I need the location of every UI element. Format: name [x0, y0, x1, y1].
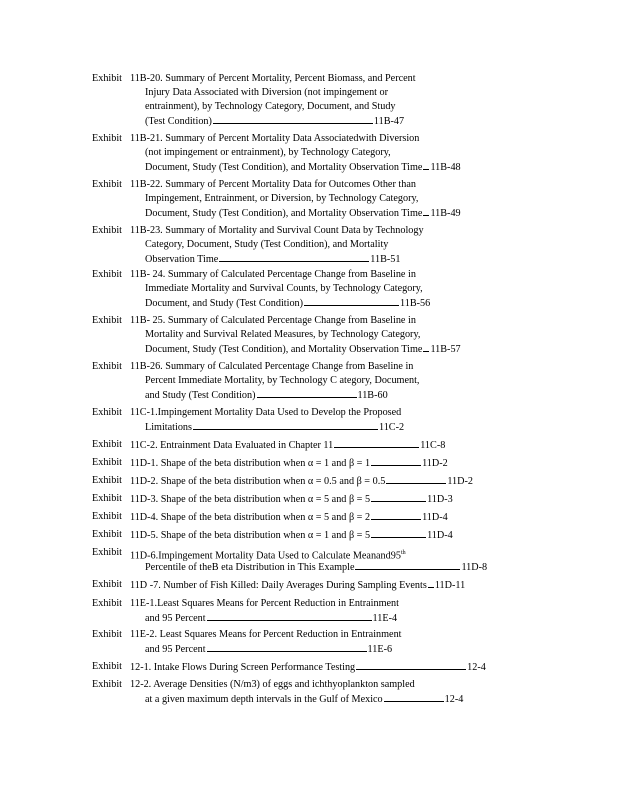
- toc-entry: [92, 132, 522, 174]
- entry-title-line: Percentile of theB eta Distribution in This Example 11D-8: [145, 562, 488, 573]
- page-number: 11C-2: [378, 422, 405, 433]
- toc-entry: [92, 678, 522, 706]
- page-number: 11B-57: [430, 344, 461, 355]
- exhibit-label: Exhibit: [92, 529, 122, 540]
- dot-leader: [371, 510, 421, 520]
- toc-entry: [92, 268, 522, 310]
- toc-entry: [92, 597, 522, 625]
- page-number: 11B-48: [430, 162, 461, 173]
- dot-leader: [371, 528, 426, 538]
- exhibit-label: Exhibit: [92, 225, 122, 236]
- toc-entry: [92, 406, 522, 434]
- toc-entry: [92, 528, 522, 542]
- entry-title-line: Document, Study (Test Condition), and Mortality Observation Time 11B-48: [145, 162, 461, 173]
- exhibit-label: Exhibit: [92, 133, 122, 144]
- exhibit-label: Exhibit: [92, 361, 122, 372]
- superscript: th: [400, 550, 406, 556]
- entry-title-line: entrainment), by Technology Category, Document, and Study: [145, 101, 396, 112]
- entry-title-line: and Study (Test Condition) 11B-60: [145, 390, 388, 401]
- dot-leader: [423, 342, 429, 352]
- entry-title-line: 11E-2. Least Squares Means for Percent Reduction in Entrainment: [130, 629, 402, 640]
- toc-entry: [92, 474, 522, 488]
- entry-title-line: 11E-1.Least Squares Means for Percent Reduction in Entrainment: [130, 598, 399, 609]
- page-number: 11B-47: [373, 116, 405, 127]
- exhibit-label: Exhibit: [92, 269, 122, 280]
- entry-title-line: Impingement, Entrainment, or Diversion, by Technology Category,: [145, 193, 419, 204]
- entry-title-line: 12-2. Average Densities (N/m3) of eggs and ichthyoplankton sampled: [130, 679, 415, 690]
- dot-leader: [207, 642, 367, 652]
- entry-title-line: and 95 Percent 11E-4: [145, 613, 398, 624]
- page-number: 11D-2: [447, 476, 473, 487]
- dot-leader: [355, 560, 460, 570]
- toc-entry: [92, 178, 522, 220]
- entry-title-line: 11B-22. Summary of Percent Mortality Data for Outcomes Other than: [130, 179, 416, 190]
- dot-leader: [219, 252, 369, 262]
- page-number: 11D-4: [427, 530, 453, 541]
- page-number: 11D-3: [427, 494, 453, 505]
- entry-title-line: 11B-23. Summary of Mortality and Survival Count Data by Technology: [130, 225, 424, 236]
- page-number: 11E-4: [372, 613, 398, 624]
- entry-title-line: 11B-20. Summary of Percent Mortality, Percent Biomass, and Percent: [130, 73, 416, 84]
- dot-leader: [371, 492, 426, 502]
- exhibit-label: Exhibit: [92, 179, 122, 190]
- dot-leader: [371, 456, 421, 466]
- page-number: 11B-60: [357, 390, 388, 401]
- entry-title-line: Mortality and Survival Related Measures, by Technology Category,: [145, 329, 421, 340]
- entry-title-line: Document, Study (Test Condition), and Mortality Observation Time 11B-49: [145, 208, 461, 219]
- dot-leader: [384, 692, 444, 702]
- exhibit-label: Exhibit: [92, 439, 122, 450]
- toc-entry: [92, 578, 522, 592]
- entry-title-line: Immediate Mortality and Survival Counts, by Technology Category,: [145, 283, 423, 294]
- page-number: 11D-2: [422, 458, 448, 469]
- page-number: 12-4: [467, 662, 486, 673]
- entry-title-line: 12-1. Intake Flows During Screen Performance Testing 12-4: [130, 662, 486, 673]
- page-number: 11D-8: [461, 562, 488, 573]
- entry-title-line: 11B-21. Summary of Percent Mortality Data Associatedwith Diversion: [130, 133, 420, 144]
- toc-entry: [92, 628, 522, 656]
- exhibit-label: Exhibit: [92, 511, 122, 522]
- dot-leader: [423, 160, 429, 170]
- entry-title-line: 11D-4. Shape of the beta distribution when α = 5 and β = 2 11D-4: [130, 512, 448, 523]
- page-number: 11B-49: [430, 208, 461, 219]
- toc-entry: [92, 546, 522, 574]
- toc-entry: [92, 438, 522, 452]
- toc-entry: [92, 224, 522, 266]
- entry-title-line: Category, Document, Study (Test Condition), and Mortality: [145, 239, 389, 250]
- exhibit-label: Exhibit: [92, 315, 122, 326]
- entry-title-line: 11D-3. Shape of the beta distribution when α = 5 and β = 5 11D-3: [130, 494, 453, 505]
- toc-entry: [92, 660, 522, 674]
- toc-entry: [92, 510, 522, 524]
- entry-title-line: 11B-26. Summary of Calculated Percentage Change from Baseline in: [130, 361, 414, 372]
- exhibit-label: Exhibit: [92, 547, 122, 558]
- toc-entry: [92, 456, 522, 470]
- entry-title-line: at a given maximum depth intervals in the Gulf of Mexico 12-4: [145, 694, 464, 705]
- page-number: 11C-8: [420, 440, 446, 451]
- dot-leader: [386, 474, 446, 484]
- entry-title-line: and 95 Percent 11E-6: [145, 644, 393, 655]
- entry-title-line: 11D-2. Shape of the beta distribution when α = 0.5 and β = 0.5 11D-2: [130, 476, 473, 487]
- dot-leader: [428, 578, 434, 588]
- dot-leader: [304, 296, 399, 306]
- exhibit-label: Exhibit: [92, 457, 122, 468]
- exhibit-label: Exhibit: [92, 475, 122, 486]
- entry-title-line: (not impingement or entrainment), by Technology Category,: [145, 147, 391, 158]
- dot-leader: [423, 206, 429, 216]
- page-number: 11B-51: [370, 254, 401, 265]
- exhibit-label: Exhibit: [92, 579, 122, 590]
- entry-title-line: Document, and Study (Test Condition) 11B-56: [145, 298, 431, 309]
- entry-title-line: 11B- 24. Summary of Calculated Percentage Change from Baseline in: [130, 269, 416, 280]
- dot-leader: [207, 611, 372, 621]
- exhibit-label: Exhibit: [92, 598, 122, 609]
- entry-title-line: 11D -7. Number of Fish Killed: Daily Averages During Sampling Events 11D-11: [130, 580, 466, 591]
- dot-leader: [334, 438, 419, 448]
- page-number: 11B-56: [400, 298, 431, 309]
- page-number: 11D-4: [422, 512, 448, 523]
- dot-leader: [356, 660, 466, 670]
- entry-title-line: 11C-2. Entrainment Data Evaluated in Chapter 11 11C-8: [130, 440, 446, 451]
- exhibit-label: Exhibit: [92, 629, 122, 640]
- dot-leader: [257, 388, 357, 398]
- entry-title-line: 11D-1. Shape of the beta distribution when α = 1 and β = 1 11D-2: [130, 458, 448, 469]
- toc-entry: [92, 492, 522, 506]
- toc-entry: [92, 72, 522, 128]
- entry-title-line: 11B- 25. Summary of Calculated Percentage Change from Baseline in: [130, 315, 416, 326]
- exhibit-label: Exhibit: [92, 493, 122, 504]
- entry-title-line: 11D-6.Impingement Mortality Data Used to Calculate Meanand95th: [130, 550, 406, 562]
- entry-title-line: 11D-5. Shape of the beta distribution when α = 1 and β = 5 11D-4: [130, 530, 453, 541]
- entry-title-line: Percent Immediate Mortality, by Technology C ategory, Document,: [145, 375, 420, 386]
- toc-entry: [92, 314, 522, 356]
- page-number: 11D-11: [434, 580, 466, 591]
- exhibit-label: Exhibit: [92, 73, 122, 84]
- page-number: 12-4: [444, 694, 464, 705]
- exhibit-label: Exhibit: [92, 661, 122, 672]
- entry-title-line: Document, Study (Test Condition), and Mortality Observation Time 11B-57: [145, 344, 461, 355]
- dot-leader: [193, 420, 378, 430]
- entry-title-line: Limitations 11C-2: [145, 422, 405, 433]
- exhibit-label: Exhibit: [92, 407, 122, 418]
- entry-title-line: Injury Data Associated with Diversion (not impingement or: [145, 87, 389, 98]
- entry-title-line: (Test Condition) 11B-47: [145, 116, 405, 127]
- page-number: 11E-6: [367, 644, 393, 655]
- entry-title-line: Observation Time 11B-51: [145, 254, 401, 265]
- exhibit-label: Exhibit: [92, 679, 122, 690]
- toc-entry: [92, 360, 522, 402]
- dot-leader: [213, 114, 373, 124]
- entry-title-line: 11C-1.Impingement Mortality Data Used to Develop the Proposed: [130, 407, 402, 418]
